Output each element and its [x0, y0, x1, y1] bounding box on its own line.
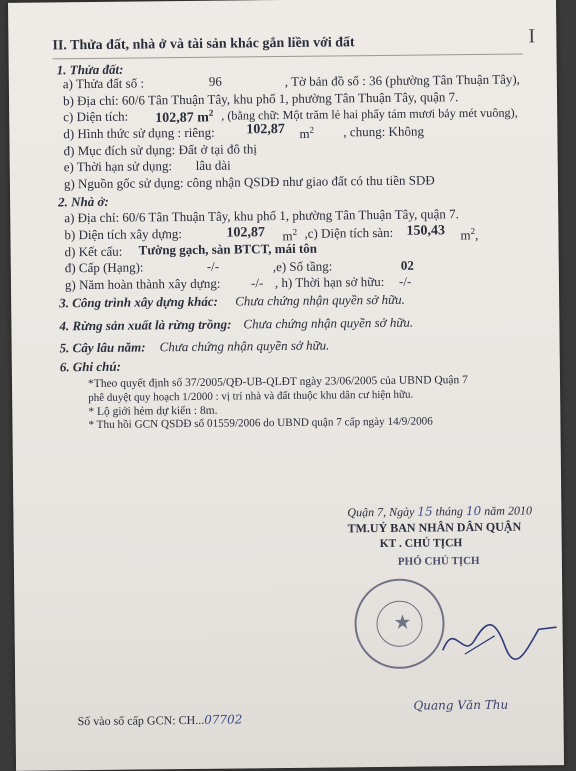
land-g: g) Nguồn gốc sử dụng: công nhận QSDĐ như giao đất có thu tiền SDĐ — [63, 172, 435, 192]
land-b: b) Địa chỉ: 60/6 Tân Thuận Tây, khu phố 1, phường Tân Thuận Tây, quận 7. — [62, 89, 459, 109]
land-e-label: e) Thời hạn sử dụng: — [63, 158, 173, 175]
item-5-label: 5. Cây lâu năm: — [59, 339, 146, 356]
land-c-words: , (bằng chữ: Một trăm lẻ hai phẩy tám mươi bảy mét vuông), — [221, 105, 518, 123]
land-c-value: 102,87 $m^2$ — [155, 107, 214, 126]
item-4-value: Chưa chứng nhận quyền sở hữu. — [243, 314, 414, 332]
house-b-label: b) Diện tích xây dựng: — [64, 226, 183, 243]
house-a: a) Địa chỉ: 60/6 Tân Thuận Tây, khu phố 1, phường Tân Thuận Tây, quận 7. — [64, 206, 459, 226]
land-c-label: c) Diện tích: — [63, 108, 129, 125]
house-h-label: , h) Thời hạn sở hữu: — [274, 273, 385, 291]
note-1: *Theo quyết định số 37/2005/QĐ-UB-QLĐT ngày 23/06/2005 của UBND Quận 7 — [87, 374, 468, 391]
land-a-map: , Tờ bản đồ số : 36 (phường Tân Thuận Tây), — [284, 71, 520, 89]
house-heading: 2. Nhà ở: — [58, 193, 109, 210]
signature-scribble — [434, 609, 565, 670]
house-g-label: g) Năm hoàn thành xây dựng: — [64, 275, 221, 293]
house-dd-value: -/- — [206, 258, 220, 274]
sign-kt: KT . CHỦ TỊCH — [379, 537, 463, 551]
corner-mark: I — [528, 25, 536, 48]
house-c-unit: $m^2$, — [460, 225, 479, 243]
land-d-shared: , chung: Không — [343, 123, 424, 140]
item-6-label: 6. Ghi chú: — [59, 358, 121, 375]
sign-org: TM.UỶ BAN NHÂN DÂN QUẬN — [347, 519, 522, 536]
section-title: II. Thửa đất, nhà ở và tài sản khác gắn liền với đất — [52, 35, 355, 54]
note-4: * Thu hồi GCN QSDĐ số 01559/2006 do UBND quận 7 cấp ngày 14/9/2006 — [88, 415, 433, 432]
house-c-label: ,c) Diện tích sàn: — [304, 224, 394, 241]
house-d-value: Tường gạch, sàn BTCT, mái tôn — [138, 240, 318, 258]
house-g-value: -/- — [250, 275, 264, 291]
item-3-label: 3. Công trình xây dựng khác: — [59, 293, 218, 311]
land-d-value: 102,87 — [246, 121, 285, 138]
star-icon: ★ — [393, 611, 412, 634]
house-h-value: -/- — [398, 273, 412, 289]
footer-number: 07702 — [204, 712, 243, 727]
note-3: * Lộ giới hẻm dự kiến : 8m. — [88, 404, 218, 419]
item-5-value: Chưa chứng nhận quyền sở hữu. — [159, 337, 330, 355]
signer-name: Quang Văn Thu — [413, 697, 509, 713]
sign-vice: PHÓ CHỦ TỊCH — [397, 554, 480, 568]
land-a-label: a) Thửa đất số : — [62, 75, 145, 92]
land-e-value: lâu dài — [195, 157, 231, 173]
land-dd: đ) Mục đích sử dụng: Đất ở tại đô thị — [63, 141, 258, 159]
land-d-label: d) Hình thức sử dụng : riêng: — [63, 124, 215, 142]
house-b-unit: $m^2$ — [282, 226, 298, 244]
item-3-value: Chưa chứng nhận quyền sở hữu. — [235, 291, 405, 309]
land-heading: 1. Thửa đất: — [56, 61, 124, 78]
certificate-page — [8, 0, 564, 771]
official-seal — [354, 578, 445, 669]
footer-label: Số vào sổ cấp GCN: CH...07702 — [77, 712, 243, 729]
title-rule — [53, 53, 523, 59]
house-b-value: 102,87 — [226, 225, 266, 241]
sign-date: Quận 7, Ngày 15 tháng 10 năm 2010 — [347, 503, 533, 520]
land-d-unit: $m^2$ — [299, 124, 315, 142]
land-a-value: 96 — [208, 73, 222, 89]
note-2: phê duyệt quy hoạch 1/2000 : vị trí nhà và đất thuộc khu dân cư hiện hữu. — [88, 388, 414, 405]
house-c-value: 150,43 — [406, 223, 446, 239]
house-dd-label: đ) Cấp (Hạng): — [64, 259, 144, 276]
house-e-label: ,e) Số tầng: — [272, 258, 333, 275]
house-e-value: 02 — [400, 257, 414, 273]
item-4-label: 4. Rừng sản xuất là rừng trồng: — [59, 316, 232, 334]
seal-emblem — [376, 601, 422, 647]
house-d-label: d) Kết cấu: — [64, 243, 123, 260]
